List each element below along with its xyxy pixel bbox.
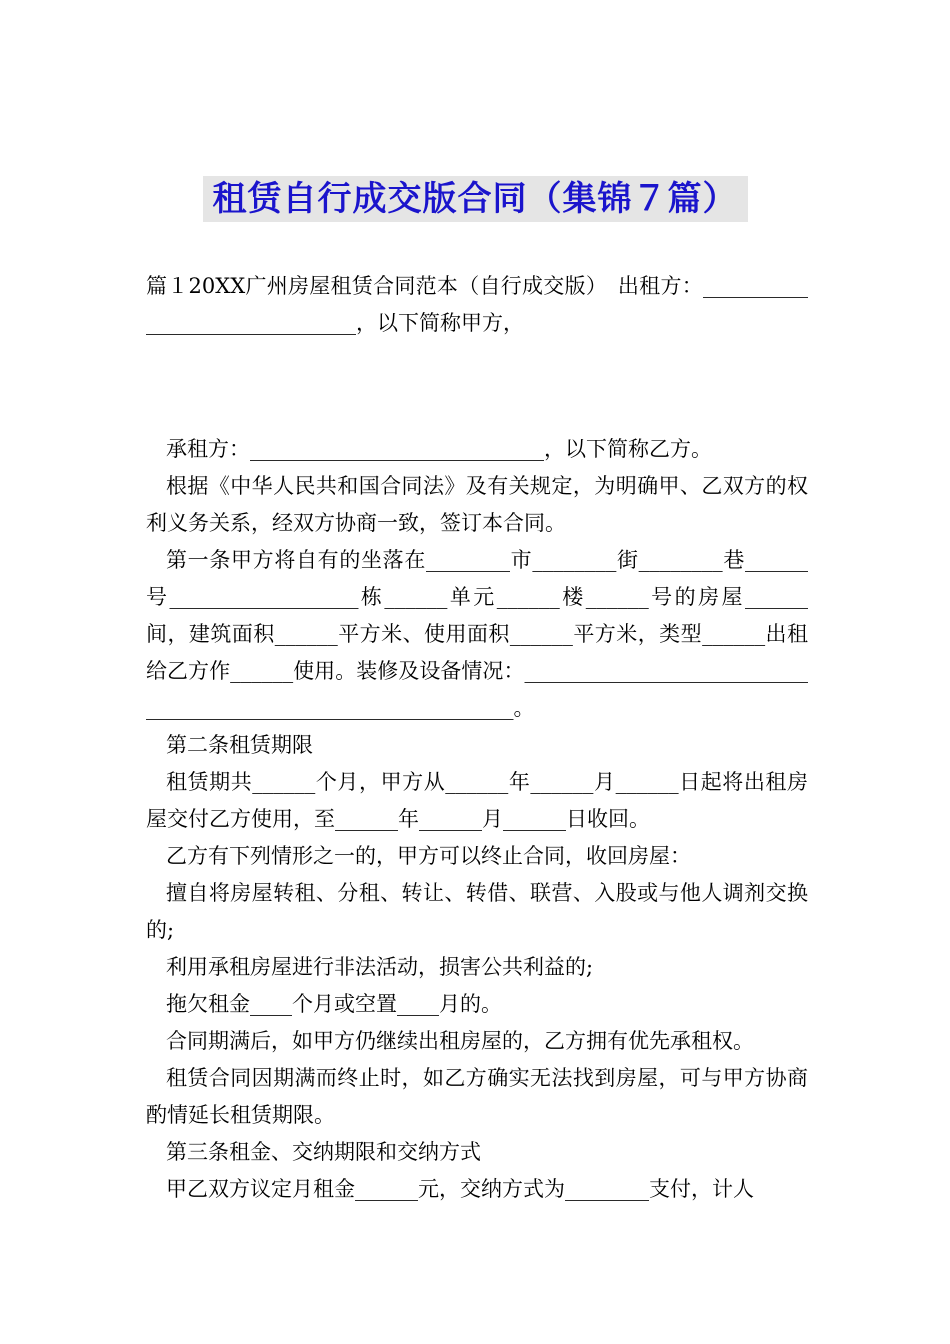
paragraph-condition-arrears: 拖欠租金____个月或空置____月的。 bbox=[166, 992, 502, 1016]
paragraph-condition-sublet: 擅自将房屋转租、分租、转让、转借、联营、入股或与他人调剂交换的; bbox=[146, 881, 808, 942]
paragraph-condition-illegal: 利用承租房屋进行非法活动，损害公共利益的; bbox=[166, 955, 594, 979]
paragraph-priority-right: 合同期满后，如甲方仍继续出租房屋的，乙方拥有优先承租权。 bbox=[166, 1029, 754, 1053]
paragraph-extension: 租赁合同因期满而终止时，如乙方确实无法找到房屋，可与甲方协商酌情延长租赁期限。 bbox=[146, 1066, 808, 1127]
heading-article-2: 第二条租赁期限 bbox=[166, 733, 313, 757]
paragraph-rent: 甲乙双方议定月租金______元，交纳方式为________支付，计人 bbox=[166, 1177, 754, 1201]
paragraph-basis: 根据《中华人民共和国合同法》及有关规定，为明确甲、乙双方的权利义务关系，经双方协商一致，签订本合同。 bbox=[146, 474, 808, 535]
paragraph-intro: 篇１20XX广州房屋租赁合同范本（自行成交版） 出租方：______________________________，以下简称甲方， bbox=[146, 274, 808, 335]
document-title: 租赁自行成交版合同（集锦７篇） bbox=[203, 176, 748, 222]
title-container bbox=[0, 176, 950, 222]
paragraph-gap bbox=[146, 342, 808, 431]
heading-article-3: 第三条租金、交纳期限和交纳方式 bbox=[166, 1140, 481, 1164]
paragraph-lessee: 承租方：____________________________，以下简称乙方。 bbox=[166, 437, 712, 461]
paragraph-article-1: 第一条甲方将自有的坐落在________市________街________巷______号__________________栋______单元______楼______号的房屋______间，建筑面积______平方米、使用面积______平方米，类型______出租给乙方作______使用。装修及设备情况：______________________________________________________________。 bbox=[146, 548, 808, 720]
paragraph-termination-conditions: 乙方有下列情形之一的，甲方可以终止合同，收回房屋： bbox=[166, 844, 691, 868]
paragraph-lease-term: 租赁期共______个月，甲方从______年______月______日起将出租房屋交付乙方使用，至______年______月______日收回。 bbox=[146, 770, 808, 831]
document-body bbox=[146, 268, 808, 1208]
